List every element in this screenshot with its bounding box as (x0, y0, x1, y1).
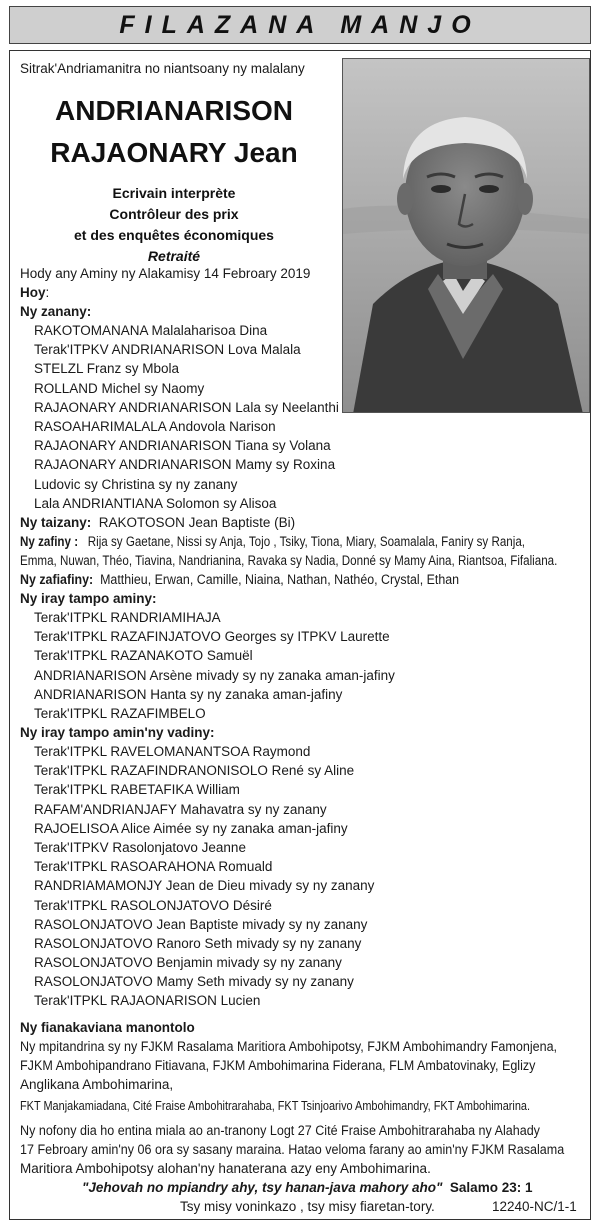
zafiny-label: Ny zafiny : (20, 534, 79, 549)
fianakaviana-line3: Anglikana Ambohimarina, (20, 1077, 174, 1092)
deceased-title-2: Contrôleur des prix (109, 206, 239, 222)
list-item: RAJOELISOA Alice Aimée sy ny zanaka aman-jafiny (34, 820, 348, 836)
list-item: Terak'ITPKL RASOARAHONA Romuald (34, 859, 273, 875)
nofony-line2-wrap (20, 1140, 586, 1159)
footer-note: Tsy misy voninkazo , tsy misy fiaretan-tory. (180, 1199, 435, 1214)
fianakaviana-line1-wrap (20, 1037, 586, 1056)
taizany-line (20, 513, 295, 532)
nofony-line1-wrap (20, 1121, 586, 1140)
nofony-line1: Ny nofony dia ho entina miala ao an-tranony Logt 27 Cité Fraise Ambohitrarahaba ny Alahady (20, 1123, 540, 1138)
fianakaviana-label: Ny fianakaviana manontolo (20, 1020, 195, 1035)
list-item: STELZL Franz sy Mbola (34, 361, 180, 377)
list-item: Terak'ITPKL RAZAFIMBELO (34, 705, 206, 721)
zafiafiny-line (20, 570, 586, 589)
list-item: RAJAONARY ANDRIANARISON Tiana sy Volana (34, 438, 331, 454)
list-item: Terak'ITPKL RABETAFIKA William (34, 782, 240, 798)
list-item: ROLLAND Michel sy Naomy (34, 380, 205, 396)
fianakaviana-line4-wrap (20, 1096, 586, 1115)
verse-ref: Salamo 23: 1 (449, 1180, 533, 1195)
footer-code: 12240-NC/1-1 (492, 1199, 577, 1214)
list-item: Terak'ITPKL RAJAONARISON Lucien (34, 993, 261, 1009)
deceased-title-3: et des enquêtes économiques (74, 227, 274, 243)
list-item: Terak'ITPKL RASOLONJATOVO Désiré (34, 897, 272, 913)
zafiny-line2 (20, 551, 586, 570)
list-item: Terak'ITPKL RAZANAKOTO Samuël (34, 648, 253, 664)
list-item: ANDRIANARISON Arsène mivady sy ny zanaka aman-jafiny (34, 667, 395, 683)
list-item: RASOLONJATOVO Ranoro Seth mivady sy ny zanany (34, 935, 362, 951)
deceased-name-line1: ANDRIANARISON (55, 95, 293, 126)
list-item: Terak'ITPKL RAVELOMANANTSOA Raymond (34, 744, 311, 759)
list-item: Ludovic sy Christina sy ny zanany (34, 476, 238, 492)
taizany-label: Ny taizany: (20, 515, 92, 530)
iray-tampo-vadiny-label: Ny iray tampo amin'ny vadiny: (20, 725, 215, 740)
list-item: Terak'ITPKV Rasolonjatovo Jeanne (34, 839, 246, 855)
portrait-photo (342, 58, 590, 413)
zanany-label: Ny zanany: (20, 304, 92, 319)
zafiafiny-label: Ny zafiafiny: (20, 572, 94, 587)
deceased-status: Retraité (147, 248, 201, 264)
iray-tampo-aminy-list (20, 608, 395, 723)
zanany-list (20, 321, 339, 513)
hoy-colon: : (45, 285, 50, 300)
header-banner (9, 6, 591, 44)
list-item: RASOAHARIMALALA Andovola Narison (34, 418, 276, 434)
list-item: Lala ANDRIANTIANA Solomon sy Alisoa (34, 495, 277, 511)
portrait-image (343, 59, 590, 413)
list-item: Terak'ITPKL RAZAFINJATOVO Georges sy ITPKV Laurette (34, 629, 390, 645)
fianakaviana-line2-wrap (20, 1056, 586, 1075)
nofony-line2: 17 Febroary amin'ny 06 ora sy sasany maraina. Hatao veloma farany ao amin'ny FJKM Rasalama (20, 1142, 565, 1157)
zafiny-text-1: Rija sy Gaetane, Nissi sy Anja, Tojo , Tsiky, Tiona, Miary, Soamalala, Faniry sy Ranja, (87, 534, 526, 549)
deceased-title-1: Ecrivain interprète (112, 185, 236, 201)
fianakaviana-line1: Ny mpitandrina sy ny FJKM Rasalama Maritiora Ambohipotsy, FJKM Ambohimandry Famonjena, (20, 1039, 558, 1054)
date-line: Hody any Aminy ny Alakamisy 14 Febroary 2019 (20, 266, 311, 281)
iray-tampo-vadiny-list (20, 742, 374, 1011)
list-item: RAKOTOMANANA Malalaharisoa Dina (34, 323, 268, 338)
zafiafiny-text: Matthieu, Erwan, Camille, Niaina, Nathan, Nathéo, Crystal, Ethan (100, 572, 460, 587)
list-item: RASOLONJATOVO Jean Baptiste mivady sy ny zanany (34, 916, 368, 932)
verse-text: "Jehovah no mpiandry ahy, tsy hanan-java mahory aho" (82, 1180, 443, 1195)
fianakaviana-line2: FJKM Ambohipandrano Fitiavana, FJKM Ambohimarina Fiderana, FLM Ambatovinaky, Eglizy (20, 1058, 536, 1073)
header-title: FILAZANA MANJO (119, 10, 481, 39)
taizany-text: RAKOTOSON Jean Baptiste (Bi) (98, 515, 296, 530)
list-item: Terak'ITPKL RAZAFINDRANONISOLO René sy Aline (34, 763, 355, 779)
list-item: RAJAONARY ANDRIANARISON Mamy sy Roxina (34, 457, 336, 473)
nofony-line3: Maritiora Ambohipotsy alohan'ny hanaterana azy eny Ambohimarina. (20, 1161, 431, 1176)
list-item: Terak'ITPKL RANDRIAMIHAJA (34, 610, 221, 625)
verse-line (82, 1178, 532, 1197)
deceased-name-line2: RAJAONARY Jean (50, 137, 298, 168)
list-item: ANDRIANARISON Hanta sy ny zanaka aman-jafiny (34, 686, 343, 702)
hoy-line (20, 283, 49, 302)
list-item: RASOLONJATOVO Mamy Seth mivady sy ny zanany (34, 974, 354, 990)
zafiny-text-2: Emma, Nuwan, Théo, Tiavina, Nandrianina, Ravaka sy Nadia, Donné sy Mamy Aina, Riantsoa, Fifaliana. (20, 553, 558, 568)
hoy-label: Hoy (20, 285, 46, 300)
list-item: RANDRIAMAMONJY Jean de Dieu mivady sy ny zanany (34, 878, 375, 894)
zafiny-line1 (20, 532, 586, 551)
list-item: RAFAM'ANDRIANJAFY Mahavatra sy ny zanany (34, 801, 327, 817)
iray-tampo-aminy-label: Ny iray tampo aminy: (20, 591, 157, 606)
fianakaviana-line4: FKT Manjakamiadana, Cité Fraise Ambohitrarahaba, FKT Tsinjoarivo Ambohimandry, FKT Ambohimarina. (20, 1098, 531, 1113)
intro-line: Sitrak'Andriamanitra no niantsoany ny malalany (20, 61, 305, 76)
list-item: RAJAONARY ANDRIANARISON Lala sy Neelanthi (34, 399, 339, 415)
list-item: RASOLONJATOVO Benjamin mivady sy ny zanany (34, 955, 342, 971)
list-item: Terak'ITPKV ANDRIANARISON Lova Malala (34, 342, 301, 358)
